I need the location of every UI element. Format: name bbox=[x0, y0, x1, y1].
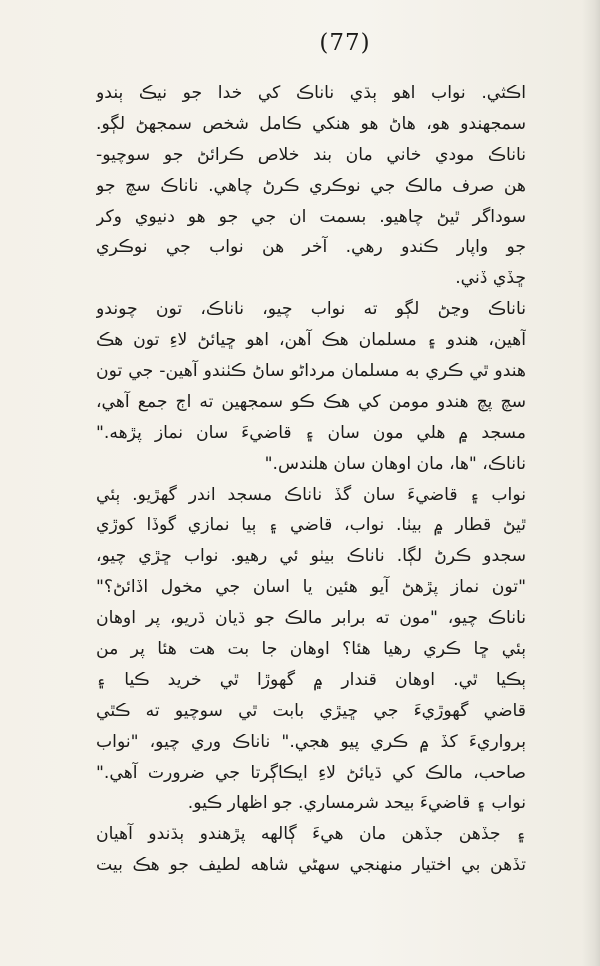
text-line: قاضي گھوڙيءَ جي ڇيڙي بابت ٿي سوچيو ته ڪٿي bbox=[96, 700, 526, 721]
text-line: ناناڪ مودي خاني مان بند خلاص ڪرائڻ جو سوچيو- bbox=[96, 144, 526, 165]
page-number: (77) bbox=[319, 30, 371, 56]
text-line: ٿيڻ قطار ۾ بيٺا. نواب، قاضي ۽ ٻيا نمازي گوڏا کوڙي bbox=[96, 515, 526, 536]
text-line: نواب ۽ قاضيءَ بيحد شرمساري. جو اظهار ڪيو. bbox=[187, 793, 526, 814]
text-line: صاحب، مالڪ کي ڌيائڻ لاءِ ايڪاڳرتا جي ضرورت آهي." bbox=[96, 762, 526, 783]
text-line: مسجد ۾ هلي مون سان ۽ قاضيءَ سان نماز پڙهه." bbox=[96, 422, 526, 443]
text-line: ناناڪ چيو، "مون ته برابر مالڪ جو ڌيان ڌريو، پر اوهان bbox=[96, 608, 526, 629]
text-line: اڪثي. نواب اهو ٻڌي ناناڪ کي خدا جو نيڪ ٻندو bbox=[96, 83, 526, 103]
text-line: سچ پچ هندو مومن کي هڪ ڪو سمجھين ته اڄ جمع آهي، bbox=[96, 391, 526, 412]
text-line: ٻڪيا ٿي. اوهان قندار ۾ گھوڙا ٿي خريد ڪيا ۽ bbox=[96, 669, 526, 690]
text-line: ناناڪ، "ها، مان اوهان سان هلندس." bbox=[264, 453, 526, 474]
text-line: ناناڪ وڃڻ لڳو ته نواب چيو، ناناڪ، تون چوندو bbox=[96, 299, 526, 320]
text-line: سوداگر ٿيڻ چاهيو. بسمت ان جي جو هو دنيوي وکر bbox=[96, 206, 526, 227]
text-line: "تون نماز پڙهڻ آيو هئين يا اسان جي مخول اڏائڻ؟" bbox=[96, 577, 526, 598]
text-line: ٻرواريءَ کڏ ۾ ڪري پيو هجي." ناناڪ وري چيو، "نواب bbox=[96, 731, 526, 752]
text-line: آهين، هندو ۽ مسلمان هڪ آهن، اهو ڇيائڻ لاءِ تون هڪ bbox=[96, 330, 526, 351]
text-line: ڇڏي ڏني. bbox=[455, 268, 526, 289]
text-line: جو واپار ڪندو رهي. آخر هن نواب جي نوڪري bbox=[96, 237, 526, 258]
text-line: نواب ۽ قاضيءَ سان گڏ ناناڪ مسجد اندر گھڙيو. ٻئي bbox=[96, 484, 526, 505]
text-line: سجدو ڪرڻ لڳا. ناناڪ بيٺو ئي رهيو. نواب ڇڙي چيو، bbox=[96, 546, 526, 567]
text-line: هندو ٿي ڪري به مسلمان مرداڻو ساڻ ڪٺندو آهين- جي تون bbox=[96, 361, 526, 382]
text-line: تڏهن بي اختيار منهنجي سهڻي شاهه لطيف جو هڪ بيت bbox=[96, 855, 526, 876]
text-line: ٻئي ڇا ڪري رهيا هئا؟ اوهان جا بت هت هئا پر من bbox=[96, 639, 526, 660]
body-text bbox=[96, 78, 526, 881]
text-line: ۽ جڏهن جڏهن مان هيءَ ڳالهه پڙهندو ٻڌندو آهيان bbox=[96, 824, 526, 845]
text-line: هن صرف مالڪ جي نوڪري ڪرڻ چاهي. ناناڪ سچ جو bbox=[96, 175, 526, 196]
text-line: سمجھندو هو، هاڻ هو هنکي ڪامل شخص سمجھڻ لڳو. bbox=[96, 113, 526, 134]
